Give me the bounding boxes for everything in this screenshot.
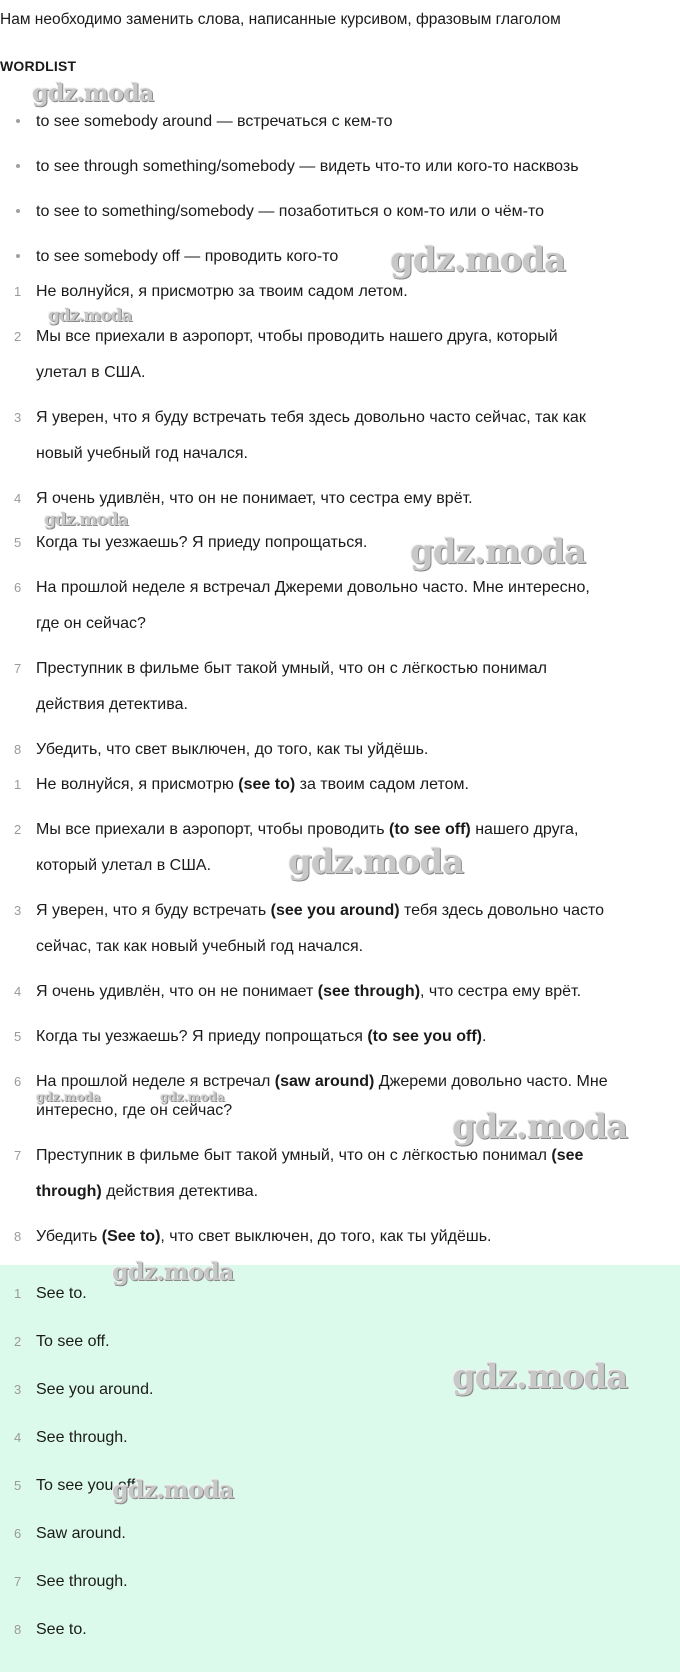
- watermark: gdz.moda: [288, 842, 464, 882]
- watermark: gdz.moda: [36, 1090, 101, 1104]
- answer-phrase: (to see off): [388, 821, 471, 838]
- bullet-icon: [16, 254, 20, 258]
- wordlist-heading: WORDLIST: [0, 58, 77, 74]
- watermark: gdz.moda: [452, 1107, 628, 1147]
- bullet-icon: [16, 119, 20, 123]
- watermark: gdz.moda: [44, 510, 128, 530]
- answer-phrase: (to see you off): [367, 1028, 483, 1045]
- intro-text: Нам необходимо заменить слова, написанные курсивом, фразовым глаголом: [0, 11, 561, 28]
- answer-phrase: (see: [551, 1147, 584, 1164]
- watermark: gdz.moda: [160, 1090, 225, 1104]
- watermark: gdz.moda: [112, 1257, 234, 1286]
- answers-panel: 1 See to. 2 To see off. 3 See you around. 4 See through. 5 To see you off. 6 Saw around. 7 See through. 8 See to.: [0, 1265, 680, 1672]
- answer-phrase: (see through): [317, 983, 421, 1000]
- watermark: gdz.moda: [112, 1475, 234, 1504]
- answer-phrase: (saw around): [274, 1073, 375, 1090]
- answer-phrase: (see to): [238, 776, 296, 793]
- bullet-icon: [16, 164, 20, 168]
- watermark: gdz.moda: [32, 78, 154, 107]
- answer-phrase: (see you around): [270, 902, 400, 919]
- watermark: gdz.moda: [410, 532, 586, 572]
- answer-phrase: (See to): [101, 1228, 161, 1245]
- bullet-icon: [16, 209, 20, 213]
- watermark: gdz.moda: [48, 306, 132, 326]
- watermark: gdz.moda: [452, 1357, 628, 1397]
- watermark: gdz.moda: [390, 240, 566, 280]
- answer-phrase: through): [36, 1183, 102, 1200]
